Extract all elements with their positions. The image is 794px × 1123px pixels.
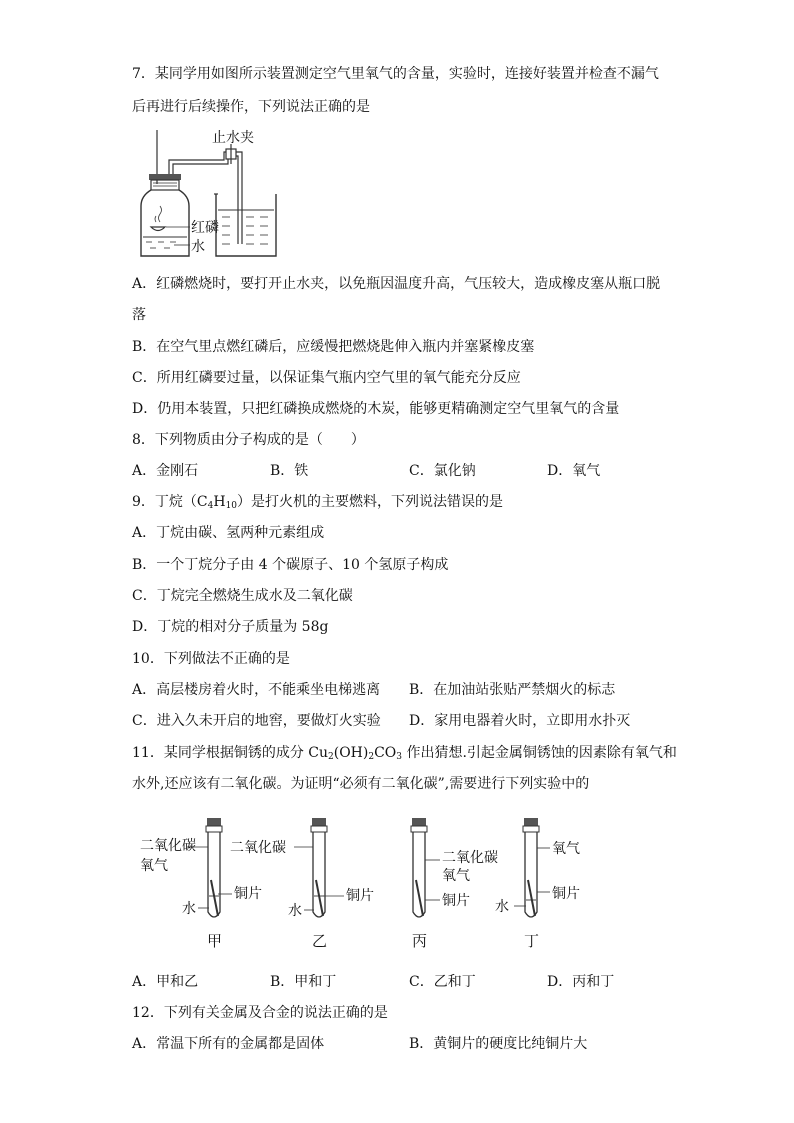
- combustion-spoon: [151, 227, 165, 231]
- q7-stem-line2: 后再进行后续操作，下列说法正确的是: [132, 99, 370, 115]
- q9-option-d[interactable]: D．丁烷的相对分子质量为 58g: [132, 619, 329, 635]
- q12-option-a[interactable]: A．常温下所有的金属都是固体: [132, 1036, 325, 1052]
- bottle-stopper: [151, 180, 179, 190]
- tube-yi-caption: 乙: [312, 932, 328, 950]
- q7-option-a-line1[interactable]: A．红磷燃烧时，要打开止水夹，以免瓶因温度升高，气压较大，造成橡皮塞从瓶口脱: [132, 276, 661, 292]
- jia-label-co2: 二氧化碳: [140, 838, 196, 854]
- q9-option-a[interactable]: A．丁烷由碳、氢两种元素组成: [132, 525, 325, 541]
- yi-label-water: 水: [288, 903, 302, 919]
- bottle-stopper-cap: [149, 174, 181, 180]
- label-water: 水: [191, 239, 205, 255]
- yi-label-co2: 二氧化碳: [230, 840, 286, 856]
- q8-option-c[interactable]: C．氯化钠: [409, 463, 476, 479]
- q8-option-b[interactable]: B．铁: [270, 463, 309, 479]
- q8-option-d[interactable]: D．氧气: [547, 463, 601, 479]
- tube-ding-caption: 丁: [524, 932, 540, 950]
- tube-jia-caption: 甲: [207, 932, 223, 950]
- q10-stem: 10．下列做法不正确的是: [132, 651, 290, 667]
- gas-collecting-bottle: [141, 190, 189, 256]
- q9-option-b[interactable]: B．一个丁烷分子由 4 个碳原子、10 个氢原子构成: [132, 557, 449, 573]
- tube-bing: [411, 818, 440, 917]
- bing-label-cu: 铜片: [442, 893, 470, 909]
- jia-label-cu: 铜片: [234, 886, 262, 902]
- q8-stem: 8．下列物质由分子构成的是（ ）: [132, 432, 365, 448]
- label-red-phosphorus: 红磷: [191, 220, 219, 236]
- q10-option-c[interactable]: C．进入久未开启的地窖，要做灯火实验: [132, 713, 381, 729]
- tube-ding: [514, 818, 550, 917]
- q11-stem-line2: 水外,还应该有二氧化碳。为证明“必须有二氧化碳”,需要进行下列实验中的: [132, 776, 590, 792]
- ding-label-water: 水: [495, 899, 509, 915]
- jia-label-o2: 氧气: [140, 858, 168, 874]
- bing-label-o2: 氧气: [442, 868, 470, 884]
- q11-option-b[interactable]: B．甲和丁: [270, 974, 337, 990]
- jia-label-water: 水: [182, 901, 196, 917]
- q10-option-d[interactable]: D．家用电器着火时，立即用水扑灭: [409, 713, 631, 729]
- q7-stem-line1: 7．某同学用如图所示装置测定空气里氧气的含量，实验时，连接好装置并检查不漏气: [132, 66, 659, 82]
- q8-option-a[interactable]: A．金刚石: [132, 463, 199, 479]
- q12-stem: 12．下列有关金属及合金的说法正确的是: [132, 1005, 388, 1021]
- ding-label-cu: 铜片: [552, 886, 580, 902]
- q7-option-d[interactable]: D．仍用本装置，只把红磷换成燃烧的木炭，能够更精确测定空气里氧气的含量: [132, 401, 620, 417]
- q11-test-tubes-figure: [132, 812, 622, 952]
- ding-label-o2: 氧气: [552, 841, 580, 857]
- q9-stem: 9．丁烷$(C_4H_{10})$是打火机的主要燃料，下列说法错误的是: [132, 494, 504, 511]
- q11-option-d[interactable]: D．丙和丁: [547, 974, 615, 990]
- q7-option-b[interactable]: B．在空气里点燃红磷后，应缓慢把燃烧匙伸入瓶内并塞紧橡皮塞: [132, 339, 535, 355]
- bing-label-co2: 二氧化碳: [442, 850, 498, 866]
- q7-option-c[interactable]: C．所用红磷要过量，以保证集气瓶内空气里的氧气能充分反应: [132, 370, 521, 386]
- beaker: [216, 194, 276, 256]
- q7-apparatus-figure: [134, 124, 284, 262]
- q11-stem-line1: 11．某同学根据铜锈的成分 $Cu_2(OH)_2CO_3$ 作出猜想.引起金属铜锈蚀的因素除有氧气和: [132, 745, 677, 762]
- q12-option-b[interactable]: B．黄铜片的硬度比纯铜片大: [409, 1036, 588, 1052]
- label-clamp: 止水夹: [212, 130, 254, 146]
- tube-bing-caption: 丙: [412, 932, 428, 950]
- q10-option-a[interactable]: A．高层楼房着火时，不能乘坐电梯逃离: [132, 682, 381, 698]
- q7-option-a-line2[interactable]: 落: [132, 307, 146, 323]
- yi-label-cu: 铜片: [346, 888, 374, 904]
- q11-option-a[interactable]: A．甲和乙: [132, 974, 199, 990]
- q11-option-c[interactable]: C．乙和丁: [409, 974, 476, 990]
- q9-option-c[interactable]: C．丁烷完全燃烧生成水及二氧化碳: [132, 588, 353, 604]
- q10-option-b[interactable]: B．在加油站张贴严禁烟火的标志: [409, 682, 616, 698]
